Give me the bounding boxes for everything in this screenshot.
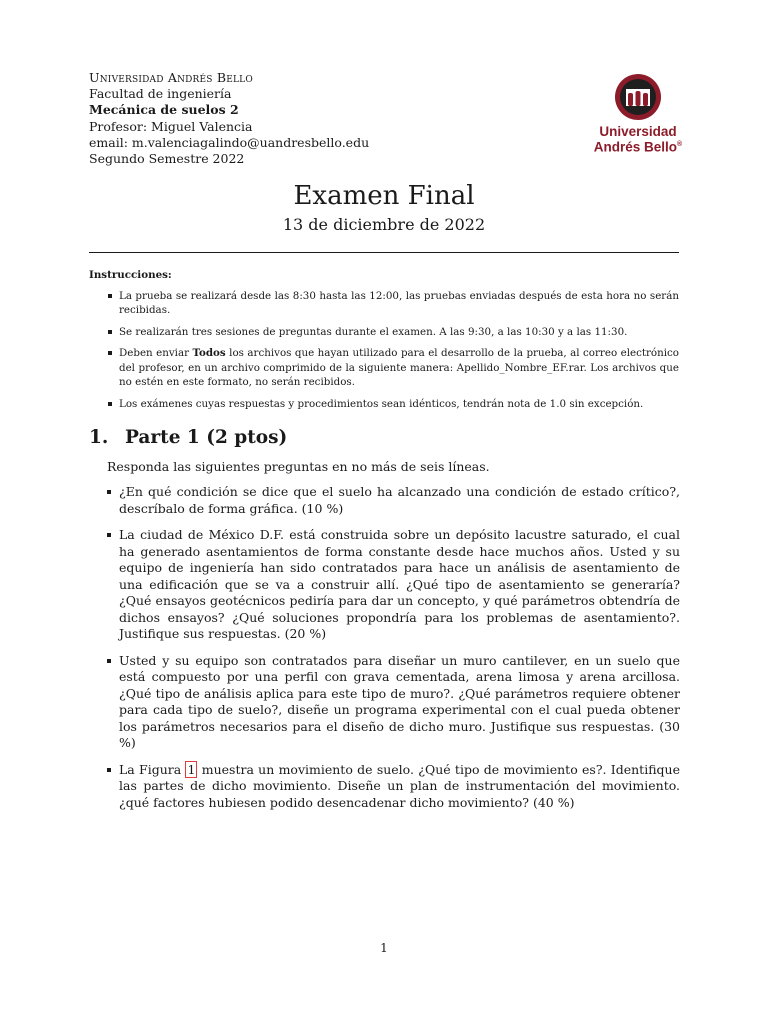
instruction-item: Los exámenes cuyas respuestas y procedimientos sean idénticos, tendrán nota de 1.0 sin excepción.	[89, 397, 679, 412]
section-number: 1.	[89, 427, 109, 448]
emphasis-text: Todos	[192, 347, 226, 359]
instruction-item: Se realizarán tres sesiones de preguntas durante el examen. A las 9:30, a las 10:30 y a las 11:30.	[89, 325, 679, 340]
exam-title: Examen Final	[293, 181, 475, 211]
questions-list	[107, 484, 680, 811]
bullet-icon	[108, 402, 112, 406]
bullet-icon	[107, 659, 111, 663]
bullet-icon	[107, 768, 111, 772]
instruction-item: La prueba se realizará desde las 8:30 hasta las 12:00, las pruebas enviadas después de esta hora no serán recibidas.	[89, 289, 679, 318]
instructions-list	[89, 289, 679, 412]
figure-reference-link[interactable]: 1	[187, 761, 196, 777]
question-item: La ciudad de México D.F. está construida sobre un depósito lacustre saturado, el cual ha generado asentamientos de forma constante desde hace muchos años. Usted y su equipo de ingeniería han sido contratados para hace un análisis de asentamiento de una edificación que se va a construir allí. ¿Qué tipo de asentamiento se generaría? ¿Qué ensayos geotécnicos pediría para dar un concepto, y qué parámetros obtendría de dichos ensayos? ¿Qué soluciones propondría para los problemas de asentamiento?. Justifique sus respuestas. (20 %)	[107, 527, 680, 643]
section-heading	[89, 427, 287, 448]
page-number: 1	[380, 941, 388, 955]
bullet-icon	[107, 533, 111, 537]
semester: Segundo Semestre 2022	[89, 151, 245, 167]
logo-wordmark	[588, 125, 688, 154]
instructions-block	[89, 268, 679, 418]
university-emblem-icon	[613, 72, 663, 122]
question-item: Usted y su equipo son contratados para diseñar un muro cantilever, en un suelo que está compuesto por una perfil con grava cementada, arena limosa y arena arcillosa. ¿Qué tipo de análisis aplica para este tipo de muro?. ¿Qué parámetros requiere obtener para cada tipo de suelo?, diseñe un programa experimental con el cual pueda obtener los parámetros necesarios para el diseño de dicho muro. Justifique sus respuestas. (30 %)	[107, 653, 680, 752]
question-item: La Figura 1 muestra un movimiento de suelo. ¿Qué tipo de movimiento es?. Identifique las partes de dicho movimiento. Diseñe un plan de instrumentación del movimiento. ¿qué factores hubiesen podido desencadenar dicho movimiento? (40 %)	[107, 762, 680, 812]
professor-name: Profesor: Miguel Valencia	[89, 118, 253, 134]
instruction-item: Deben enviar Todos los archivos que hayan utilizado para el desarrollo de la prueba, al correo electrónico del profesor, en un archivo comprimido de la siguiente manera: Apellido_Nombre_EF.rar. Los archivos que no estén en este formato, no serán recibidos.	[89, 346, 679, 390]
university-logo	[588, 72, 688, 155]
question-item: ¿En qué condición se dice que el suelo ha alcanzado una condición de estado crítico?, descríbalo de forma gráfica. (10 %)	[107, 484, 680, 517]
section-intro: Responda las siguientes preguntas en no más de seis líneas.	[107, 459, 490, 474]
questions-block	[107, 484, 680, 821]
course-name: Mecánica de suelos 2	[89, 102, 239, 118]
logo-line-2: Andrés Bello	[593, 139, 678, 155]
logo-line-1: Universidad	[599, 124, 677, 139]
bullet-icon	[107, 490, 111, 494]
registered-mark: ®	[677, 141, 683, 148]
exam-date: 13 de diciembre de 2022	[282, 215, 486, 234]
bullet-icon	[108, 351, 112, 355]
title-divider	[89, 252, 679, 253]
professor-email: email: m.valenciagalindo@uandresbello.edu	[89, 134, 370, 150]
faculty-name: Facultad de ingeniería	[89, 86, 232, 102]
instructions-heading: Instrucciones:	[89, 269, 172, 281]
bullet-icon	[108, 294, 112, 298]
university-name: Universidad Andrés Bello	[89, 70, 253, 85]
section-title: Parte 1 (2 ptos)	[125, 427, 288, 448]
header-info	[89, 70, 369, 167]
bullet-icon	[108, 330, 112, 334]
